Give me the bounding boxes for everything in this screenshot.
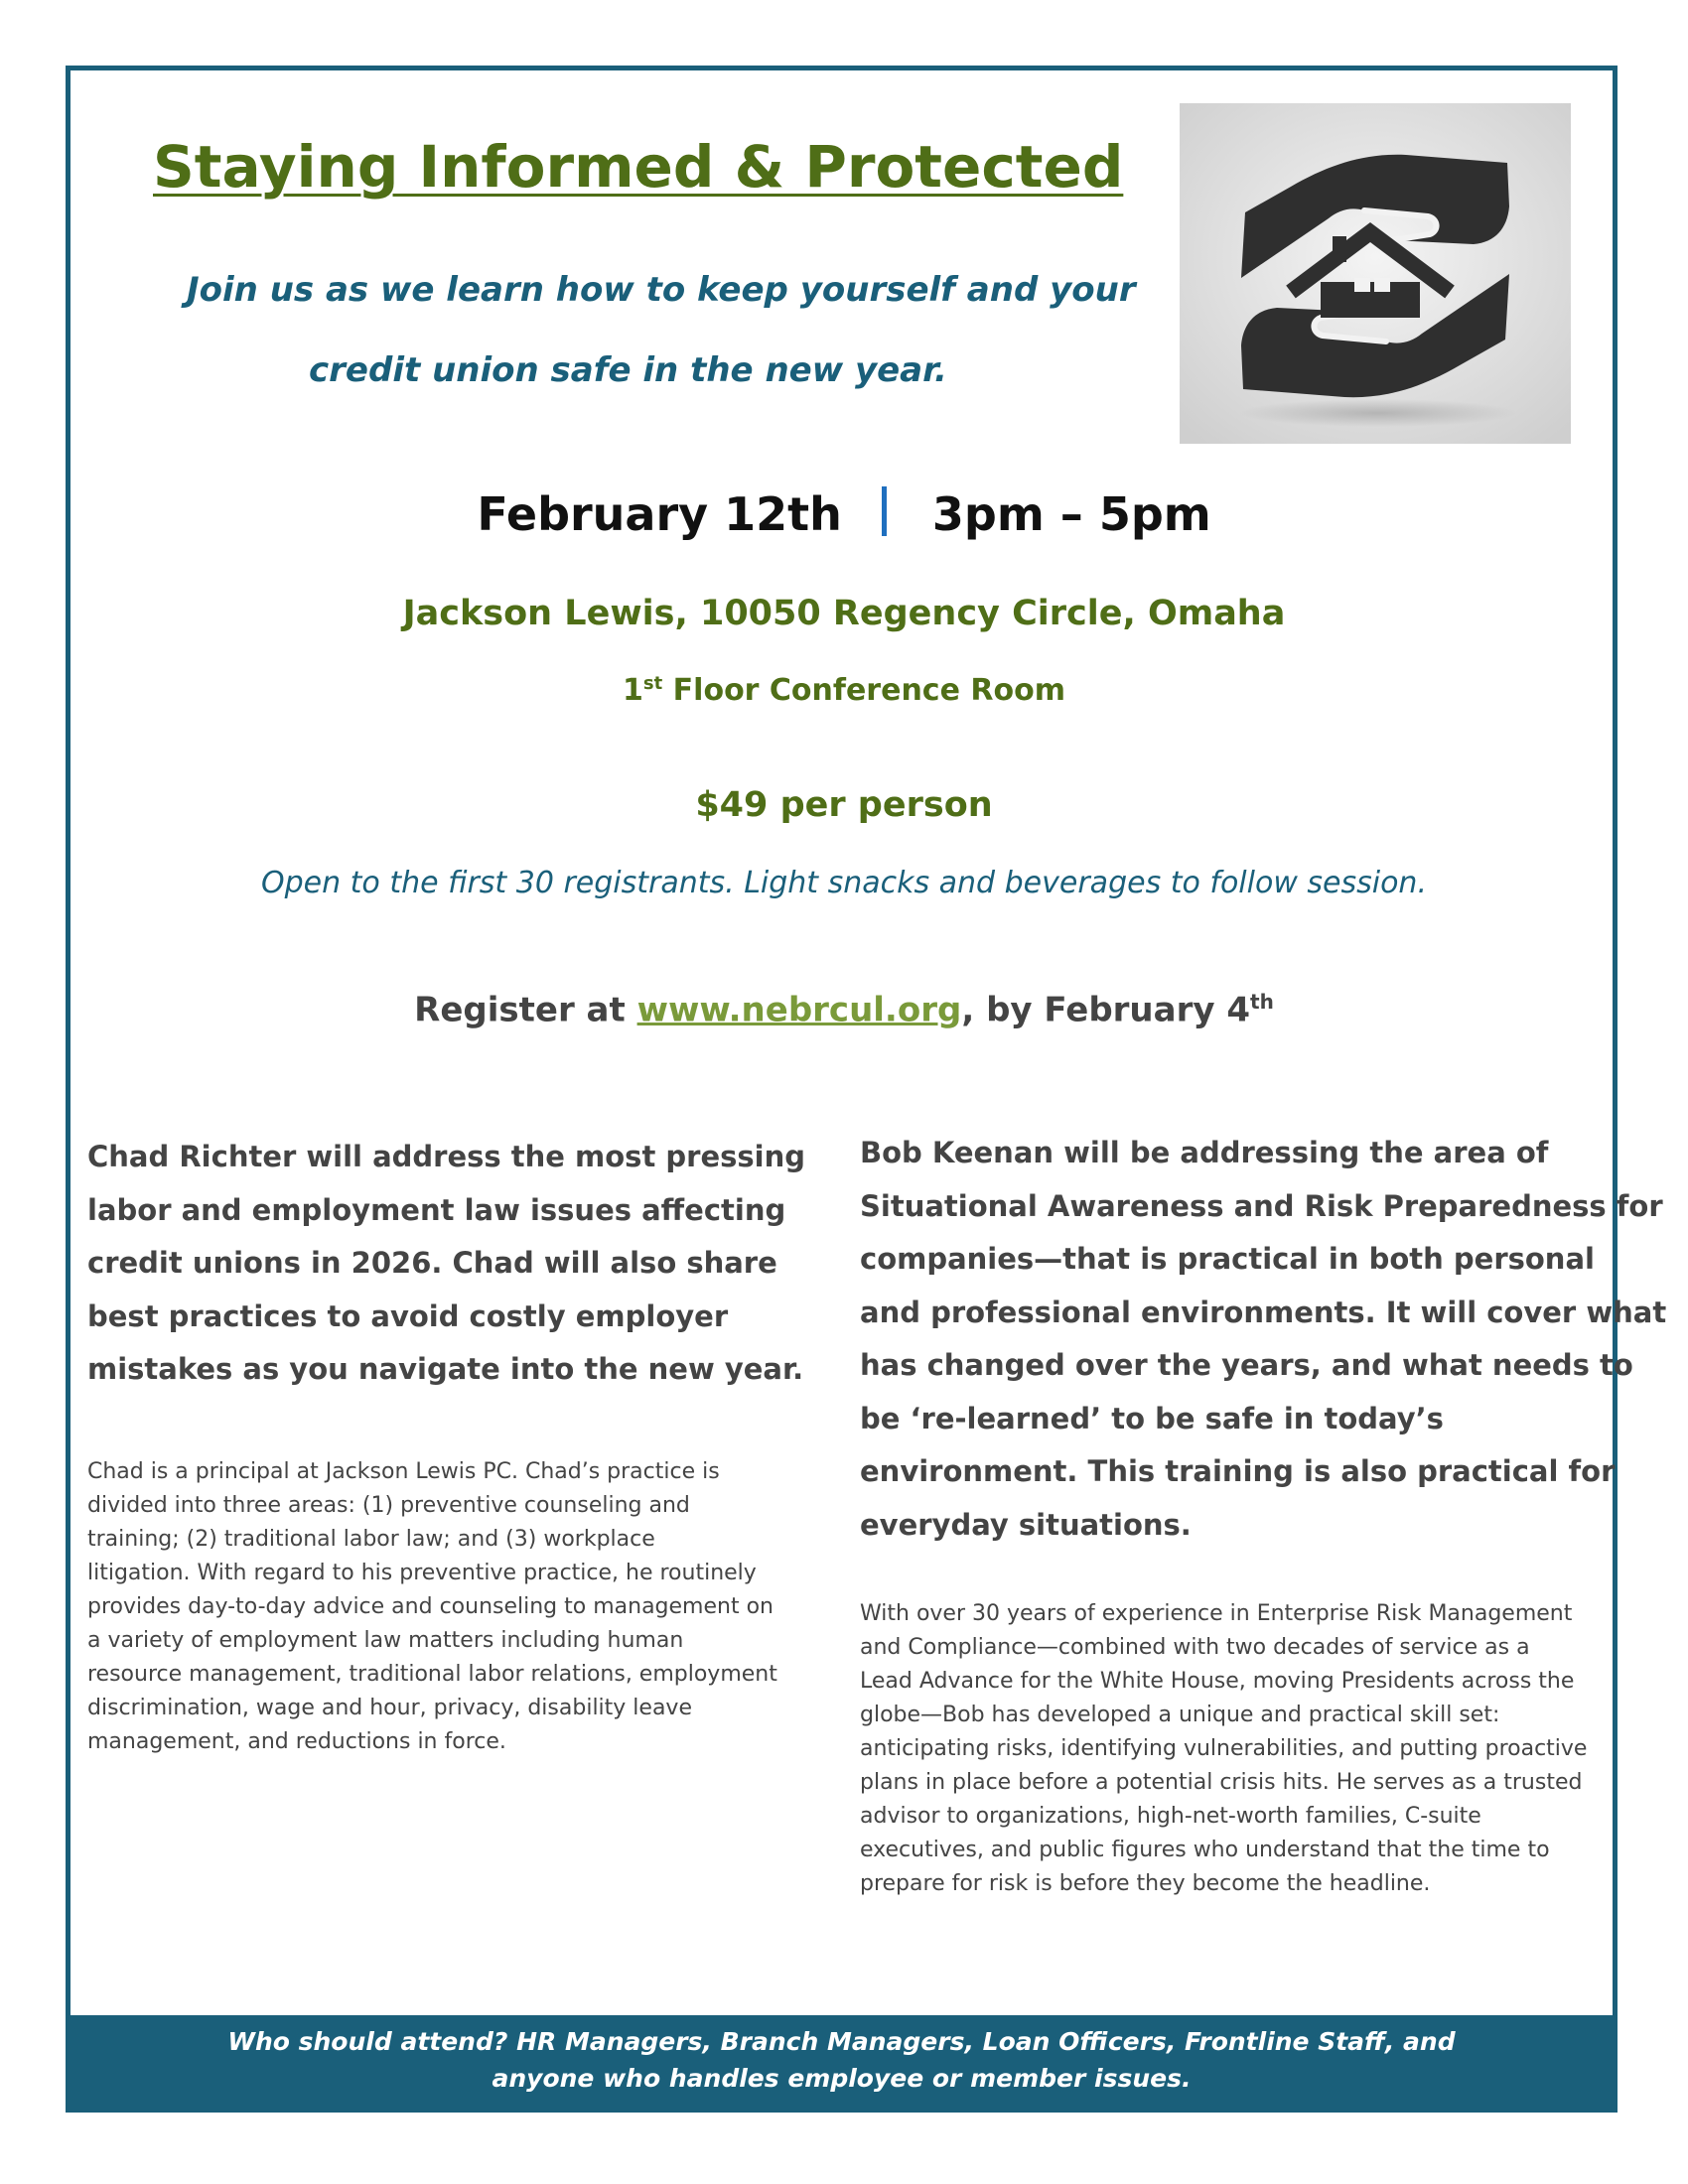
event-price: $49 per person: [695, 785, 993, 825]
event-time: 3pm – 5pm: [931, 487, 1211, 541]
audience-line-1: Who should attend? HR Managers, Branch Managers, Loan Officers, Frontline Staff, and: [227, 2027, 1456, 2056]
audience-banner: [70, 2015, 1613, 2108]
register-line: Register at www.nebrcul.org, by February 4th: [414, 990, 1274, 1030]
right-speaker-bio: With over 30 years of experience in Enterprise Risk Management and Compliance—combined with two decades of service as a Lead Advance for the White House, moving Presidents across the globe—Bob has developed a unique and practical skill set: anticipating risks, identifying vulnerabilities, and putting proactive plans in place before a potential crisis hits. He serves as a trusted advisor to organizations, high-net-worth families, C-suite executives, and public figures who understand that the time to prepare for risk is before they become the headline.: [860, 1601, 1588, 1896]
hands-protecting-house-icon: [1180, 103, 1571, 444]
event-room: 1st Floor Conference Room: [623, 673, 1065, 708]
event-date: February 12th: [477, 487, 842, 541]
left-speaker-bio: Chad is a principal at Jackson Lewis PC. Chad’s practice is divided into three areas: (1) preventive counseling and training; (2) traditional labor law; and (3) workplace litigation. With regard to his preventive practice, he routinely provides day-to-day advice and counseling to management on a variety of employment law matters including human resource management, traditional labor relations, employment discrimination, wage and hour, privacy, disability leave management, and reductions in force.: [87, 1459, 777, 1754]
audience-line-2: anyone who handles employee or member issues.: [492, 2064, 1192, 2093]
right-speaker-summary: Bob Keenan will be addressing the area of Situational Awareness and Risk Preparedness for companies—that is practical in both personal and professional environments. It will cover what has changed over the years, and what needs to be ‘re-learned’ to be safe in today’s environment. This training is also practical for everyday situations.: [860, 1136, 1667, 1542]
left-speaker-summary: Chad Richter will address the most pressing labor and employment law issues affecting credit unions in 2026. Chad will also share best practices to avoid costly employer mistakes as you navigate into the new year.: [87, 1140, 806, 1386]
event-venue: Jackson Lewis, 10050 Regency Circle, Omaha: [402, 594, 1286, 633]
subtitle-line-1: Join us as we learn how to keep yourself and your: [187, 270, 1136, 310]
register-link[interactable]: www.nebrcul.org: [636, 990, 962, 1030]
event-note: Open to the first 30 registrants. Light snacks and beverages to follow session.: [261, 866, 1427, 900]
event-date-time: [0, 486, 1688, 541]
subtitle-line-2: credit union safe in the new year.: [309, 350, 947, 390]
page-title: Staying Informed & Protected: [153, 133, 1124, 201]
separator-bar: [882, 486, 887, 536]
